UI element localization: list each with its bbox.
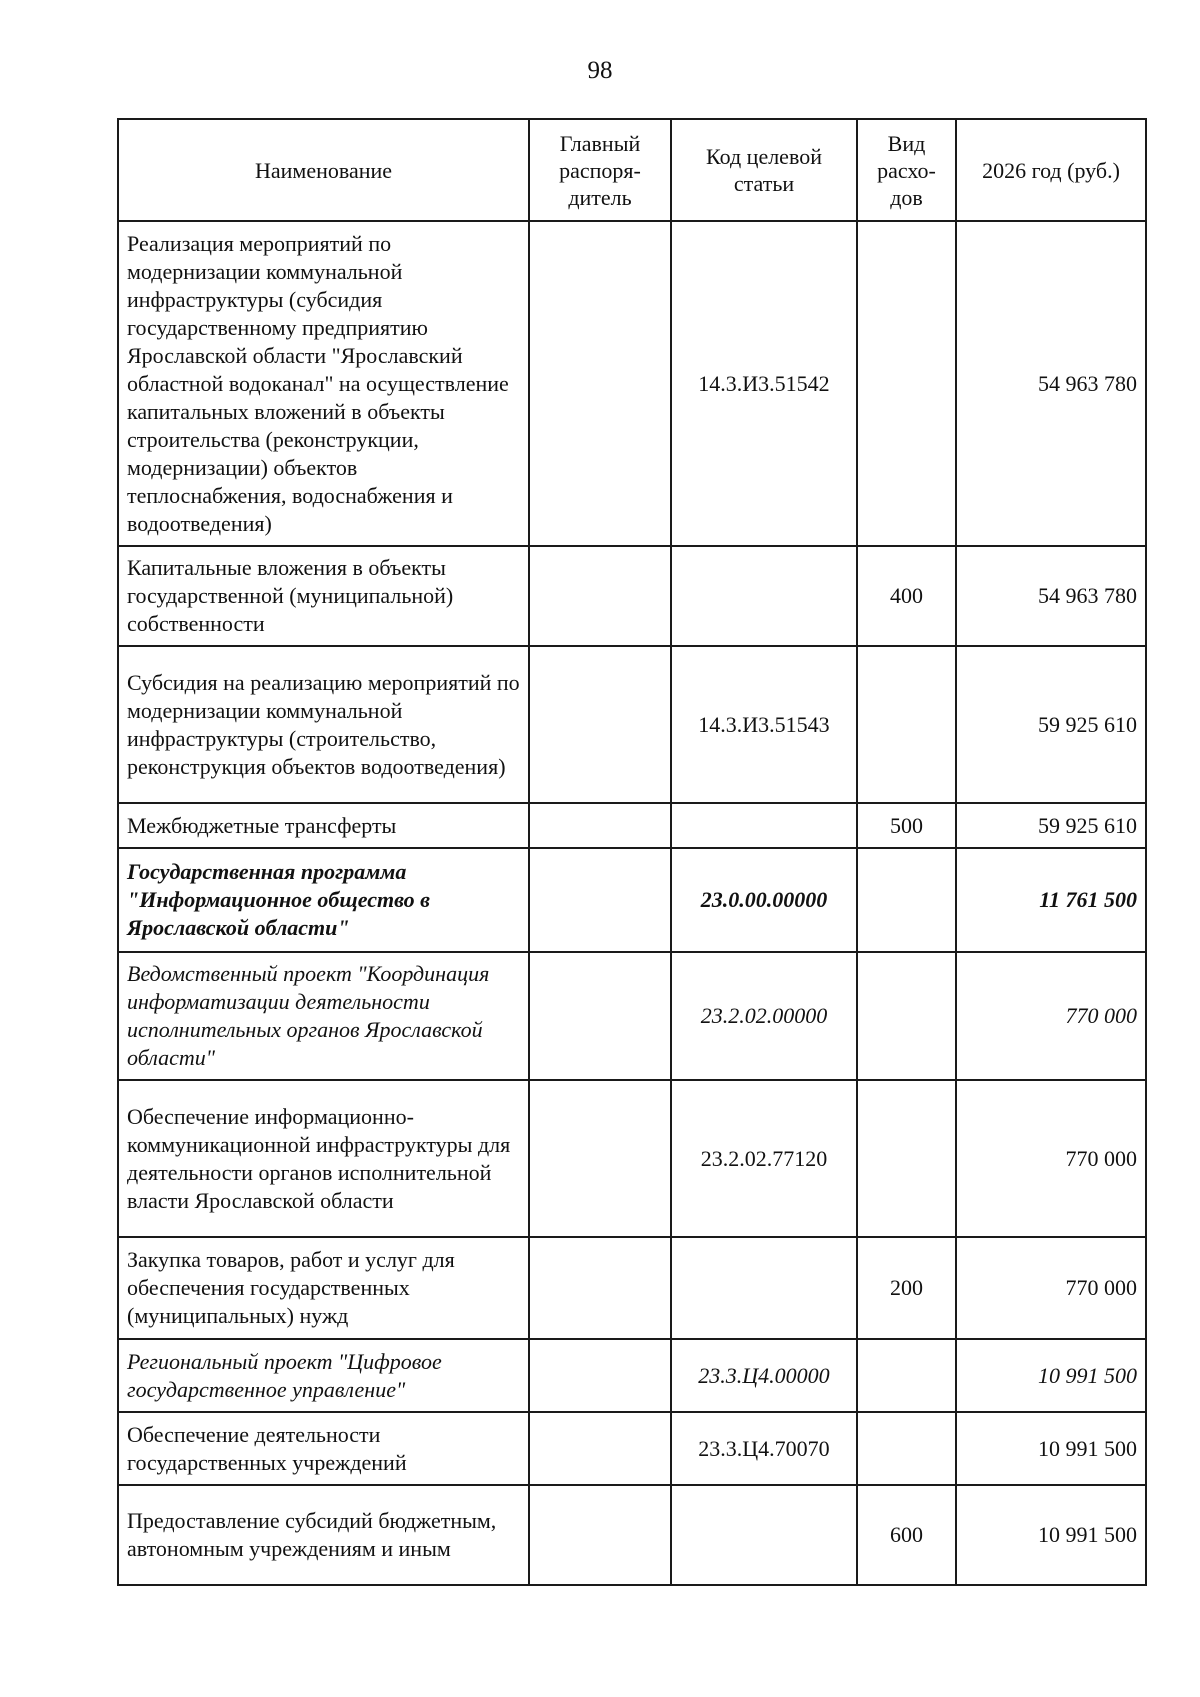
row-name: Обеспечение деятельности государственных учреждений	[118, 1412, 529, 1485]
row-main-manager	[529, 1412, 671, 1485]
row-target-code: 23.3.Ц4.00000	[671, 1339, 857, 1412]
row-target-code	[671, 1237, 857, 1339]
table-row	[118, 1080, 1146, 1237]
row-amount: 10 991 500	[956, 1412, 1146, 1485]
header-expense-type: Вид расхо-дов	[857, 119, 956, 221]
table-row	[118, 1339, 1146, 1412]
row-name: Обеспечение информационно-коммуникационной инфраструктуры для деятельности органов исполнительной власти Ярославской области	[118, 1080, 529, 1237]
row-name: Региональный проект "Цифровое государственное управление"	[118, 1339, 529, 1412]
table-row	[118, 546, 1146, 646]
table-row	[118, 1485, 1146, 1585]
row-amount: 10 991 500	[956, 1485, 1146, 1585]
row-target-code	[671, 1485, 857, 1585]
page-number: 98	[587, 57, 613, 84]
row-amount: 59 925 610	[956, 803, 1146, 848]
row-amount: 11 761 500	[956, 848, 1146, 952]
table-row	[118, 848, 1146, 952]
row-name: Государственная программа "Информационное общество в Ярославской области"	[118, 848, 529, 952]
row-target-code: 14.3.И3.51542	[671, 221, 857, 546]
row-target-code	[671, 803, 857, 848]
table-row	[118, 952, 1146, 1080]
row-main-manager	[529, 646, 671, 803]
header-main-manager: Главный распоря-дитель	[529, 119, 671, 221]
row-expense-type	[857, 646, 956, 803]
row-main-manager	[529, 1339, 671, 1412]
row-name: Капитальные вложения в объекты государственной (муниципальной) собственности	[118, 546, 529, 646]
row-name: Межбюджетные трансферты	[118, 803, 529, 848]
row-name: Предоставление субсидий бюджетным, автономным учреждениям и иным	[118, 1485, 529, 1585]
table-row	[118, 803, 1146, 848]
row-target-code: 23.0.00.00000	[671, 848, 857, 952]
row-name: Субсидия на реализацию мероприятий по модернизации коммунальной инфраструктуры (строительство, реконструкция объектов водоотведения)	[118, 646, 529, 803]
row-main-manager	[529, 1080, 671, 1237]
header-target-code: Код целевой статьи	[671, 119, 857, 221]
row-amount: 10 991 500	[956, 1339, 1146, 1412]
budget-table	[117, 118, 1147, 1586]
row-amount: 770 000	[956, 1080, 1146, 1237]
row-amount: 59 925 610	[956, 646, 1146, 803]
table-header-row	[118, 119, 1146, 221]
table-row	[118, 1237, 1146, 1339]
row-main-manager	[529, 1485, 671, 1585]
row-expense-type: 600	[857, 1485, 956, 1585]
row-expense-type	[857, 952, 956, 1080]
row-expense-type	[857, 1412, 956, 1485]
table-row	[118, 221, 1146, 546]
row-main-manager	[529, 546, 671, 646]
row-expense-type	[857, 221, 956, 546]
row-name: Закупка товаров, работ и услуг для обеспечения государственных (муниципальных) нужд	[118, 1237, 529, 1339]
row-amount: 770 000	[956, 952, 1146, 1080]
row-amount: 54 963 780	[956, 221, 1146, 546]
header-amount-2026: 2026 год (руб.)	[956, 119, 1146, 221]
row-amount: 54 963 780	[956, 546, 1146, 646]
row-target-code: 23.2.02.77120	[671, 1080, 857, 1237]
row-amount: 770 000	[956, 1237, 1146, 1339]
row-expense-type: 200	[857, 1237, 956, 1339]
header-name: Наименование	[118, 119, 529, 221]
row-target-code	[671, 546, 857, 646]
row-target-code: 23.3.Ц4.70070	[671, 1412, 857, 1485]
row-expense-type	[857, 1080, 956, 1237]
row-expense-type: 400	[857, 546, 956, 646]
table-row	[118, 1412, 1146, 1485]
row-main-manager	[529, 952, 671, 1080]
row-expense-type: 500	[857, 803, 956, 848]
row-main-manager	[529, 848, 671, 952]
row-main-manager	[529, 803, 671, 848]
row-name: Ведомственный проект "Координация информатизации деятельности исполнительных органов Ярославской области"	[118, 952, 529, 1080]
table-row	[118, 646, 1146, 803]
row-expense-type	[857, 848, 956, 952]
row-target-code: 14.3.И3.51543	[671, 646, 857, 803]
row-main-manager	[529, 221, 671, 546]
row-main-manager	[529, 1237, 671, 1339]
row-expense-type	[857, 1339, 956, 1412]
row-name: Реализация мероприятий по модернизации коммунальной инфраструктуры (субсидия государственному предприятию Ярославской области "Ярославский областной водоканал" на осуществление капитальных вложений в объекты строительства (реконструкции, модернизации) объектов теплоснабжения, водоснабжения и водоотведения)	[118, 221, 529, 546]
row-target-code: 23.2.02.00000	[671, 952, 857, 1080]
